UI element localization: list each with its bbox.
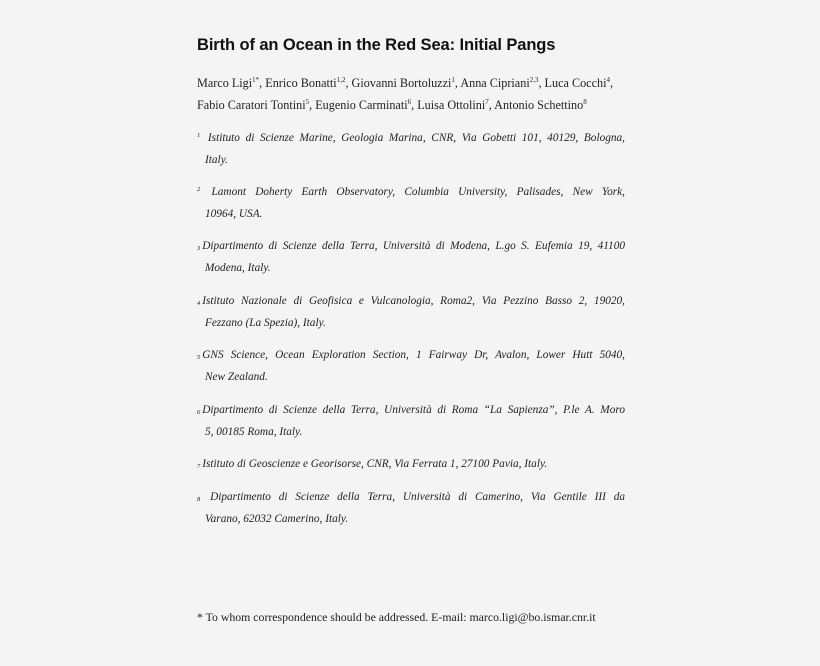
- affiliation-8: [197, 486, 625, 530]
- affiliation-text-cont: Fezzano (La Spezia), Italy.: [205, 317, 326, 329]
- author-name: Anna Cipriani: [460, 76, 530, 90]
- affiliation-2: [197, 181, 625, 225]
- affiliation-number: 6: [197, 409, 201, 416]
- affiliation-text: Dipartimento di Scienze della Terra, Università di Modena, L.go S. Eufemia 19, 41100: [202, 240, 625, 252]
- author-affiliation-mark: 5: [305, 98, 310, 106]
- affiliation-text: Istituto di Geoscienze e Georisorse, CNR, Via Ferrata 1, 27100 Pavia, Italy.: [202, 458, 548, 470]
- separator: ,: [488, 98, 495, 112]
- author-list: [197, 72, 637, 116]
- affiliation-7: [197, 453, 625, 475]
- affiliation-number: 4: [197, 300, 201, 307]
- author-name: Luisa Ottolini: [417, 98, 486, 112]
- affiliation-text-cont: Italy.: [205, 154, 228, 166]
- affiliation-text: Dipartimento di Scienze della Terra, Università di Roma “La Sapienza”, P.le A. Moro: [202, 404, 625, 416]
- author-affiliation-mark: 1*: [252, 76, 260, 84]
- author-affiliation-mark: 4: [606, 76, 610, 84]
- author-affiliation-mark: 1,2: [336, 76, 346, 84]
- affiliation-3: [197, 235, 625, 279]
- author-line-2: [197, 94, 637, 116]
- affiliation-text: Istituto di Scienze Marine, Geologia Marina, CNR, Via Gobetti 101, 40129, Bologna,: [207, 132, 626, 144]
- affiliation-text: Dipartimento di Scienze della Terra, Università di Camerino, Via Gentile III da: [210, 491, 625, 503]
- separator: ,: [609, 76, 614, 90]
- author-affiliation-mark: 7: [485, 98, 489, 106]
- separator: ,: [538, 76, 545, 90]
- author-name: Enrico Bonatti: [265, 76, 337, 90]
- affiliation-text-cont: 10964, USA.: [205, 208, 263, 220]
- affiliation-text-cont: Varano, 62032 Camerino, Italy.: [205, 513, 349, 525]
- separator: ,: [309, 98, 316, 112]
- affiliation-number: 5: [197, 354, 201, 361]
- author-affiliation-mark: 8: [583, 98, 587, 106]
- affiliation-text: GNS Science, Ocean Exploration Section, 1 Fairway Dr, Avalon, Lower Hutt 5040,: [202, 349, 625, 361]
- affiliation-text: Lamont Doherty Earth Observatory, Columbia University, Palisades, New York,: [211, 186, 625, 198]
- affiliation-number: 2: [197, 186, 201, 193]
- affiliation-text-cont: Modena, Italy.: [205, 262, 271, 274]
- affiliation-4: [197, 290, 625, 334]
- author-affiliation-mark: 1: [451, 76, 455, 84]
- affiliation-1: [197, 127, 625, 171]
- author-affiliation-mark: 6: [407, 98, 412, 106]
- affiliation-number: 8: [197, 496, 201, 503]
- author-affiliation-mark: 2,3: [529, 76, 539, 84]
- affiliation-number: 1: [197, 132, 201, 139]
- affiliation-number: 7: [197, 463, 201, 470]
- separator: ,: [454, 76, 461, 90]
- author-name: Luca Cocchi: [544, 76, 607, 90]
- affiliation-6: [197, 399, 625, 443]
- author-line-1: [197, 72, 637, 94]
- affiliation-5: [197, 344, 625, 388]
- author-name: Eugenio Carminati: [315, 98, 408, 112]
- paper-title: Birth of an Ocean in the Red Sea: Initial Pangs: [197, 36, 556, 54]
- correspondence-footnote: * To whom correspondence should be addressed. E-mail: marco.ligi@bo.ismar.cnr.it: [197, 610, 596, 624]
- separator: ,: [259, 76, 266, 90]
- affiliation-text: Istituto Nazionale di Geofisica e Vulcanologia, Roma2, Via Pezzino Basso 2, 19020,: [202, 295, 625, 307]
- author-name: Marco Ligi: [197, 76, 253, 90]
- affiliation-text-cont: New Zealand.: [205, 371, 268, 383]
- author-name: Giovanni Bortoluzzi: [351, 76, 452, 90]
- affiliation-number: 3: [197, 245, 201, 252]
- affiliation-text-cont: 5, 00185 Roma, Italy.: [205, 426, 303, 438]
- separator: ,: [345, 76, 352, 90]
- author-name: Fabio Caratori Tontini: [197, 98, 306, 112]
- separator: ,: [411, 98, 418, 112]
- author-name: Antonio Schettino: [494, 98, 584, 112]
